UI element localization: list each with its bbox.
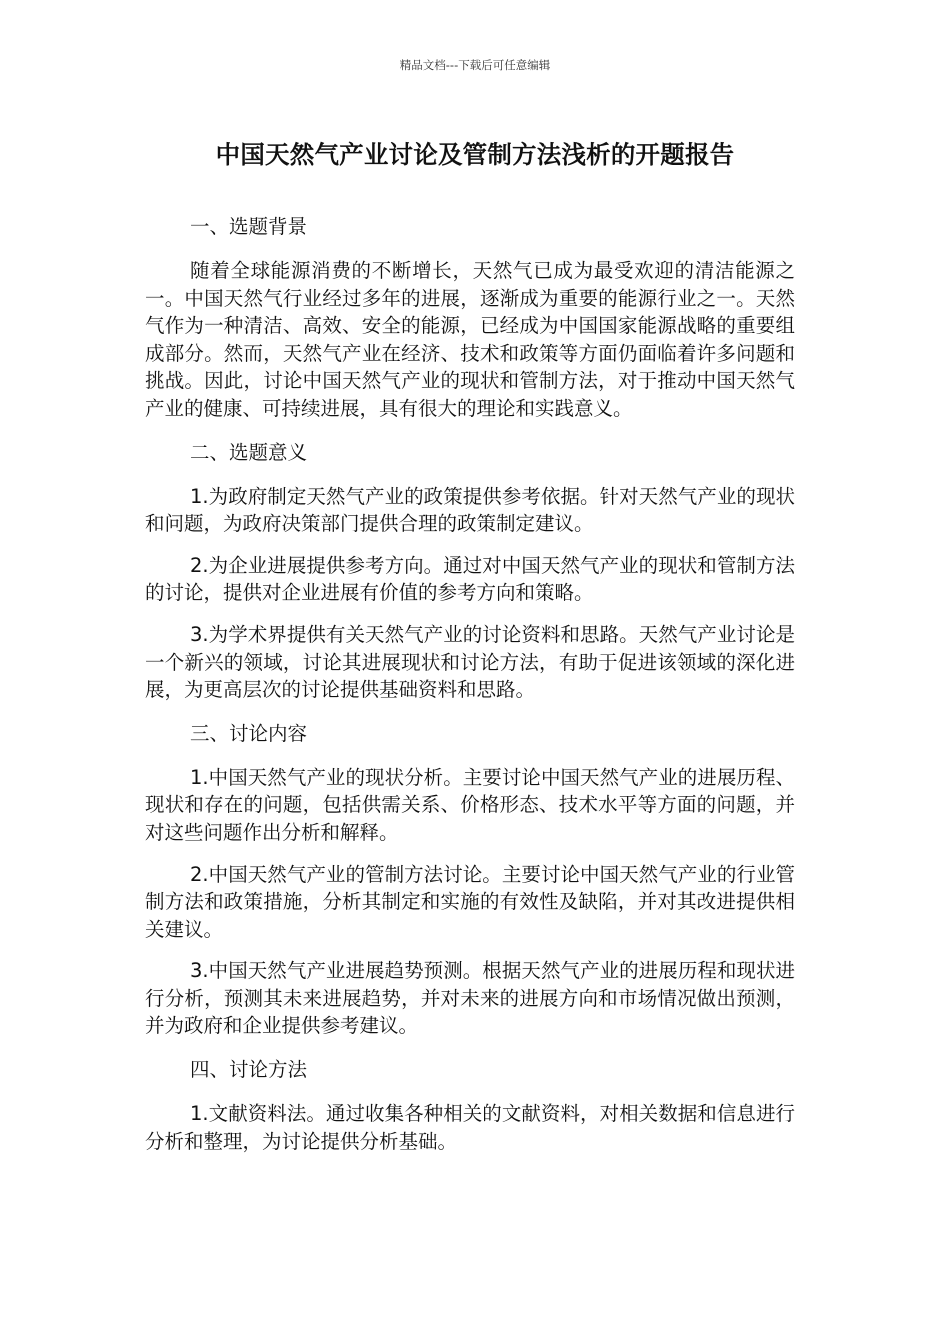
paragraph: 1.文献资料法。通过收集各种相关的文献资料，对相关数据和信息进行分析和整理，为讨论提供分析基础。 xyxy=(145,1102,795,1153)
paragraph: 1.为政府制定天然气产业的政策提供参考依据。针对天然气产业的现状和问题，为政府决策部门提供合理的政策制定建议。 xyxy=(145,484,795,536)
section-background xyxy=(145,211,795,423)
document-title: 中国天然气产业讨论及管制方法浅析的开题报告 xyxy=(215,140,735,169)
paragraph: 3.为学术界提供有关天然气产业的讨论资料和思路。天然气产业讨论是一个新兴的领域，讨论其进展现状和讨论方法，有助于促进该领域的深化进展，为更高层次的讨论提供基础资料和思路。 xyxy=(145,622,795,702)
section-content xyxy=(145,718,795,1040)
paragraph: 随着全球能源消费的不断增长，天然气已成为最受欢迎的清洁能源之一。中国天然气行业经过多年的进展，逐渐成为重要的能源行业之一。天然气作为一种清洁、高效、安全的能源，已经成为中国国家能源战略的重要组成部分。然而，天然气产业在经济、技术和政策等方面仍面临着许多问题和挑战。因此，讨论中国天然气产业的现状和管制方法，对于推动中国天然气产业的健康、可持续进展，具有很大的理论和实践意义。 xyxy=(145,259,795,420)
paragraph: 2.中国天然气产业的管制方法讨论。主要讨论中国天然气产业的行业管制方法和政策措施，分析其制定和实施的有效性及缺陷，并对其改进提供相关建议。 xyxy=(145,862,795,941)
section-heading: 一、选题背景 xyxy=(190,215,308,238)
section-significance xyxy=(145,437,795,704)
page-header-note: 精品文档---下载后可任意编辑 xyxy=(399,58,551,72)
section-methods xyxy=(145,1054,795,1155)
paragraph: 1.中国天然气产业的现状分析。主要讨论中国天然气产业的进展历程、现状和存在的问题，包括供需关系、价格形态、技术水平等方面的问题，并对这些问题作出分析和解释。 xyxy=(145,765,795,844)
section-heading: 四、讨论方法 xyxy=(190,1058,308,1082)
document-body xyxy=(145,211,795,1169)
section-heading: 二、选题意义 xyxy=(190,440,308,464)
paragraph: 3.中国天然气产业进展趋势预测。根据天然气产业的进展历程和现状进行分析，预测其未来进展趋势，并对未来的进展方向和市场情况做出预测，并为政府和企业提供参考建议。 xyxy=(145,959,795,1038)
section-heading: 三、讨论内容 xyxy=(190,721,308,745)
paragraph: 2.为企业进展提供参考方向。通过对中国天然气产业的现状和管制方法的讨论，提供对企业进展有价值的参考方向和策略。 xyxy=(145,553,795,605)
